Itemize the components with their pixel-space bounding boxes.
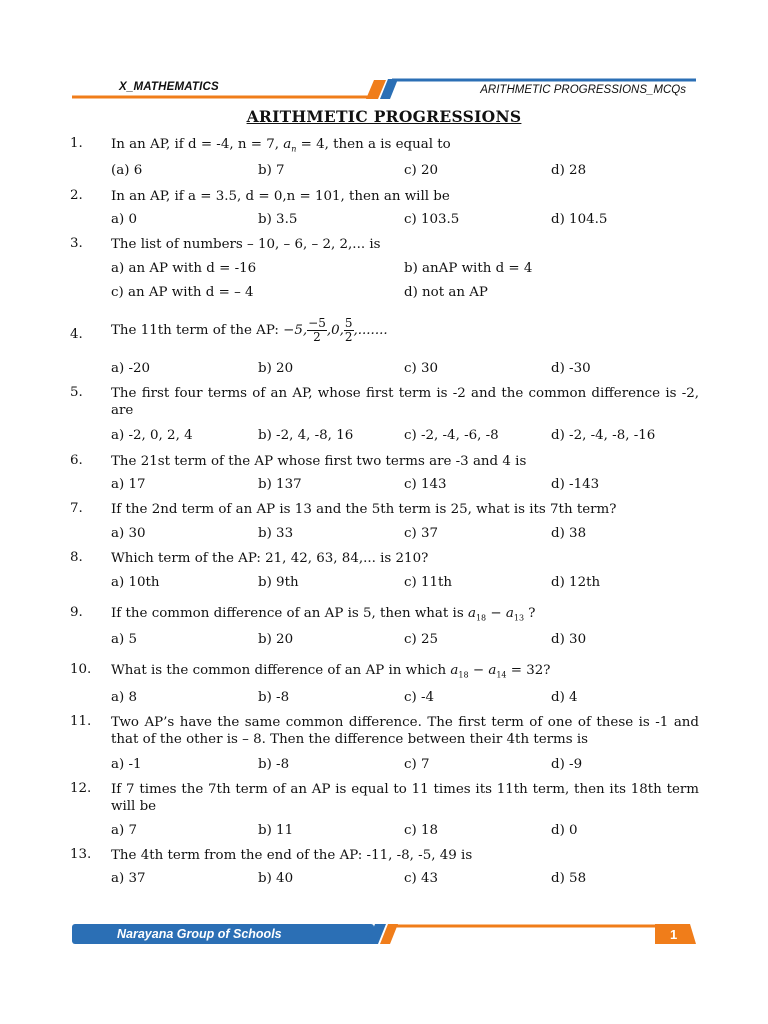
question-number: 1. [70, 136, 83, 151]
header-subject: X_MATHEMATICS [119, 81, 219, 93]
option-d: d) 58 [551, 871, 587, 886]
option-a: a) -2, 0, 2, 4 [111, 428, 193, 443]
question-text: If the 2nd term of an AP is 13 and the 5th term is 25, what is its 7th term? [111, 502, 617, 517]
header-topic: ARITHMETIC PROGRESSIONS_MCQs [480, 84, 686, 96]
option-a: a) 5 [111, 632, 137, 647]
option-b: b) anAP with d = 4 [404, 261, 533, 276]
option-c: c) 25 [404, 632, 439, 647]
option-c: c) an AP with d = – 4 [111, 285, 254, 300]
option-d: d) -30 [551, 361, 591, 376]
footer-decoration [0, 915, 768, 955]
option-a: a) -20 [111, 361, 151, 376]
option-c: c) 18 [404, 823, 439, 838]
option-d: d) 4 [551, 690, 578, 705]
question-number: 11. [70, 714, 92, 729]
option-c: c) 30 [404, 361, 439, 376]
option-b: b) 11 [258, 823, 294, 838]
question-number: 7. [70, 501, 83, 516]
option-b: b) 137 [258, 477, 302, 492]
fraction: $\frac{5}{2}$ [344, 316, 353, 344]
option-c: c) -4 [404, 690, 435, 705]
option-a: a) -1 [111, 757, 142, 772]
option-d: d) -143 [551, 477, 600, 492]
question-number: 10. [70, 662, 92, 677]
question-text: Which term of the AP: 21, 42, 63, 84,... is 210? [111, 551, 429, 566]
question-number: 9. [70, 605, 83, 620]
option-d: d) 0 [551, 823, 578, 838]
option-b: b) 20 [258, 632, 294, 647]
option-c: c) 43 [404, 871, 439, 886]
option-b: b) 33 [258, 526, 294, 541]
option-d: d) -9 [551, 757, 583, 772]
option-d: d) -2, -4, -8, -16 [551, 428, 656, 443]
question-text: The list of numbers – 10, – 6, – 2, 2,... is [111, 237, 381, 252]
option-c: c) 7 [404, 757, 430, 772]
option-d: d) 12th [551, 575, 601, 590]
option-b: b) 20 [258, 361, 294, 376]
option-a: a) 10th [111, 575, 160, 590]
question-number: 5. [70, 385, 83, 400]
option-b: b) 3.5 [258, 212, 298, 227]
question-number: 8. [70, 550, 83, 565]
page-number: 1 [670, 927, 678, 942]
question-number: 12. [70, 781, 92, 796]
footer-school-name: Narayana Group of Schools [117, 927, 282, 941]
question-text: If the common difference of an AP is 5, then what is $a_{18} - a_{13}$ ? [111, 606, 536, 623]
fraction: $\frac{-5}{2}$ [308, 316, 326, 344]
option-b: b) -2, 4, -8, 16 [258, 428, 354, 443]
question-number: 3. [70, 236, 83, 251]
option-c: c) 37 [404, 526, 439, 541]
question-text: The 11th term of the AP: −5, $\frac{-5}{2}$ ,0, $\frac{5}{2}$ ,....... [111, 316, 388, 344]
option-a: a) 37 [111, 871, 146, 886]
question-text: If 7 times the 7th term of an AP is equal to 11 times its 11th term, then its 18th term will be [111, 782, 699, 814]
question-number: 4. [70, 327, 83, 342]
option-b: b) -8 [258, 757, 290, 772]
option-b: b) -8 [258, 690, 290, 705]
question-number: 6. [70, 453, 83, 468]
question-text: The first four terms of an AP, whose first term is -2 and the common difference is -2, are [111, 386, 699, 418]
option-a: (a) 6 [111, 163, 143, 178]
option-c: c) 143 [404, 477, 447, 492]
question-text: The 4th term from the end of the AP: -11, -8, -5, 49 is [111, 848, 473, 863]
option-c: c) -2, -4, -6, -8 [404, 428, 499, 443]
option-c: c) 11th [404, 575, 453, 590]
question-text: The 21st term of the AP whose first two terms are -3 and 4 is [111, 454, 527, 469]
option-c: c) 103.5 [404, 212, 460, 227]
option-d: d) 38 [551, 526, 587, 541]
option-a: a) 8 [111, 690, 137, 705]
option-a: a) 7 [111, 823, 137, 838]
option-a: a) 30 [111, 526, 146, 541]
option-b: b) 7 [258, 163, 285, 178]
option-d: d) 28 [551, 163, 587, 178]
option-d: d) 104.5 [551, 212, 608, 227]
question-text: In an AP, if a = 3.5, d = 0,n = 101, then an will be [111, 189, 450, 204]
question-number: 13. [70, 847, 92, 862]
question-text: In an AP, if d = -4, n = 7, $a_n = 4$, then a is equal to [111, 137, 451, 154]
option-b: b) 40 [258, 871, 294, 886]
option-a: a) 0 [111, 212, 137, 227]
option-d: d) not an AP [404, 285, 488, 300]
question-number: 2. [70, 188, 83, 203]
option-a: a) 17 [111, 477, 146, 492]
question-text: What is the common difference of an AP in which $a_{18} - a_{14} = 32$? [111, 663, 551, 680]
option-d: d) 30 [551, 632, 587, 647]
option-b: b) 9th [258, 575, 299, 590]
question-text: Two AP’s have the same common difference. The first term of one of these is -1 and that of the other is – 8. Then the difference between their 4th terms is [111, 715, 699, 747]
page-title: ARITHMETIC PROGRESSIONS [246, 107, 522, 126]
option-c: c) 20 [404, 163, 439, 178]
option-a: a) an AP with d = -16 [111, 261, 257, 276]
